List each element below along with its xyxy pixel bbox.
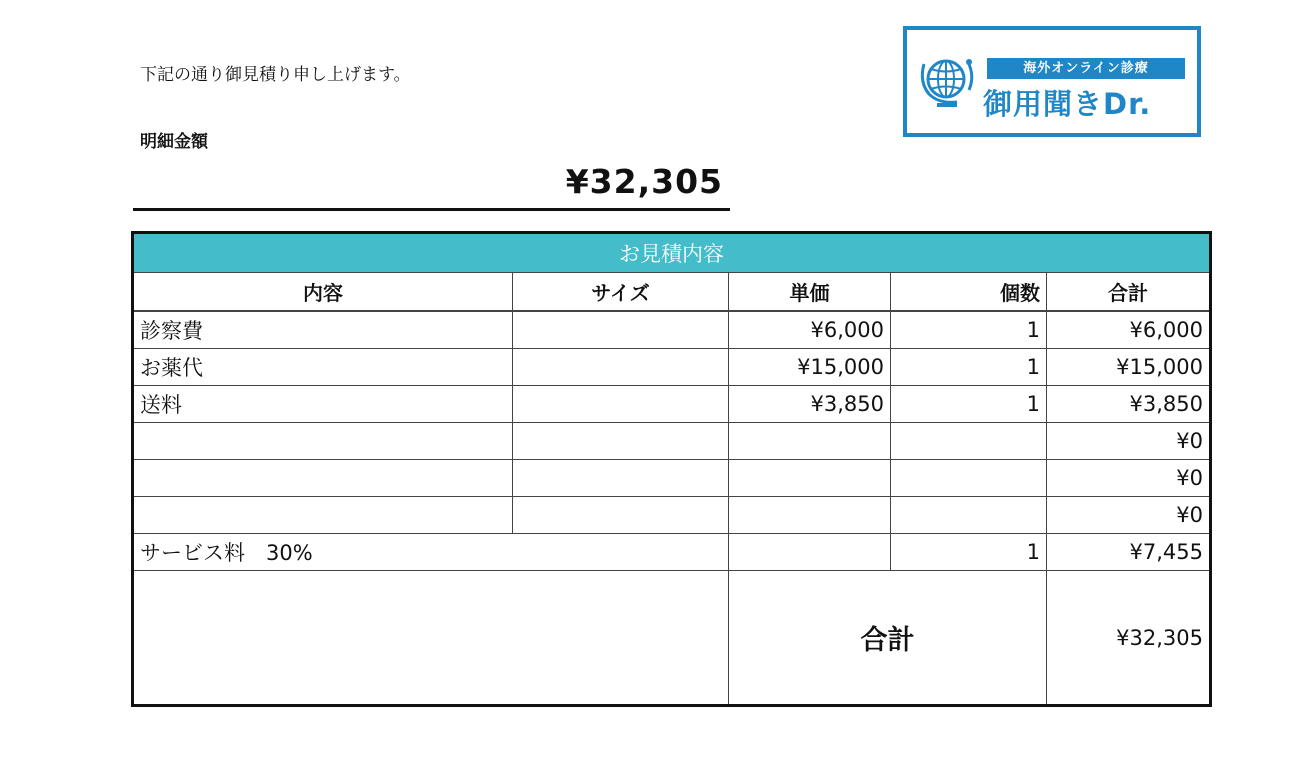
total-underline	[133, 208, 730, 211]
header-qty: 個数	[891, 273, 1047, 312]
amount-label: 明細金額	[140, 132, 208, 152]
table-row	[133, 311, 1211, 349]
item-subtotal: ¥0	[1047, 423, 1211, 460]
service-qty: 1	[891, 534, 1047, 571]
item-size	[513, 423, 729, 460]
globe-icon	[919, 54, 977, 114]
header-subtotal: 合計	[1047, 273, 1211, 312]
table-header-row	[133, 273, 1211, 312]
item-unit-price	[729, 423, 891, 460]
grand-total-label: 合計	[729, 571, 1047, 706]
item-unit-price	[729, 460, 891, 497]
logo-brand-name: 御用聞きDr.	[983, 87, 1152, 121]
item-qty	[891, 460, 1047, 497]
item-subtotal: ¥0	[1047, 497, 1211, 534]
header-size: サイズ	[513, 273, 729, 312]
service-unit-price	[729, 534, 891, 571]
item-content: 診察費	[133, 311, 513, 349]
item-size	[513, 349, 729, 386]
table-row	[133, 386, 1211, 423]
grand-total-blank	[133, 571, 729, 706]
item-size	[513, 497, 729, 534]
item-content: お薬代	[133, 349, 513, 386]
service-fee-label: サービス料 30%	[133, 534, 729, 571]
item-size	[513, 311, 729, 349]
item-content: 送料	[133, 386, 513, 423]
table-row	[133, 497, 1211, 534]
intro-text: 下記の通り御見積り申し上げます。	[140, 65, 411, 85]
item-qty	[891, 423, 1047, 460]
total-amount: ¥32,305	[565, 162, 723, 201]
logo-tagline: 海外オンライン診療	[987, 58, 1185, 79]
item-content	[133, 497, 513, 534]
table-row	[133, 423, 1211, 460]
item-subtotal: ¥15,000	[1047, 349, 1211, 386]
item-size	[513, 460, 729, 497]
item-subtotal: ¥0	[1047, 460, 1211, 497]
item-size	[513, 386, 729, 423]
item-subtotal: ¥6,000	[1047, 311, 1211, 349]
item-unit-price: ¥6,000	[729, 311, 891, 349]
table-title: お見積内容	[133, 233, 1211, 273]
item-unit-price	[729, 497, 891, 534]
item-content	[133, 460, 513, 497]
item-content	[133, 423, 513, 460]
item-subtotal: ¥3,850	[1047, 386, 1211, 423]
table-row	[133, 460, 1211, 497]
item-qty: 1	[891, 311, 1047, 349]
header-content: 内容	[133, 273, 513, 312]
grand-total-value: ¥32,305	[1047, 571, 1211, 706]
header-unit-price: 単価	[729, 273, 891, 312]
grand-total-row	[133, 571, 1211, 706]
item-unit-price: ¥3,850	[729, 386, 891, 423]
item-qty	[891, 497, 1047, 534]
item-qty: 1	[891, 349, 1047, 386]
brand-logo	[903, 26, 1201, 137]
service-subtotal: ¥7,455	[1047, 534, 1211, 571]
item-unit-price: ¥15,000	[729, 349, 891, 386]
item-qty: 1	[891, 386, 1047, 423]
service-fee-row	[133, 534, 1211, 571]
quote-table	[131, 231, 1212, 707]
table-row	[133, 349, 1211, 386]
